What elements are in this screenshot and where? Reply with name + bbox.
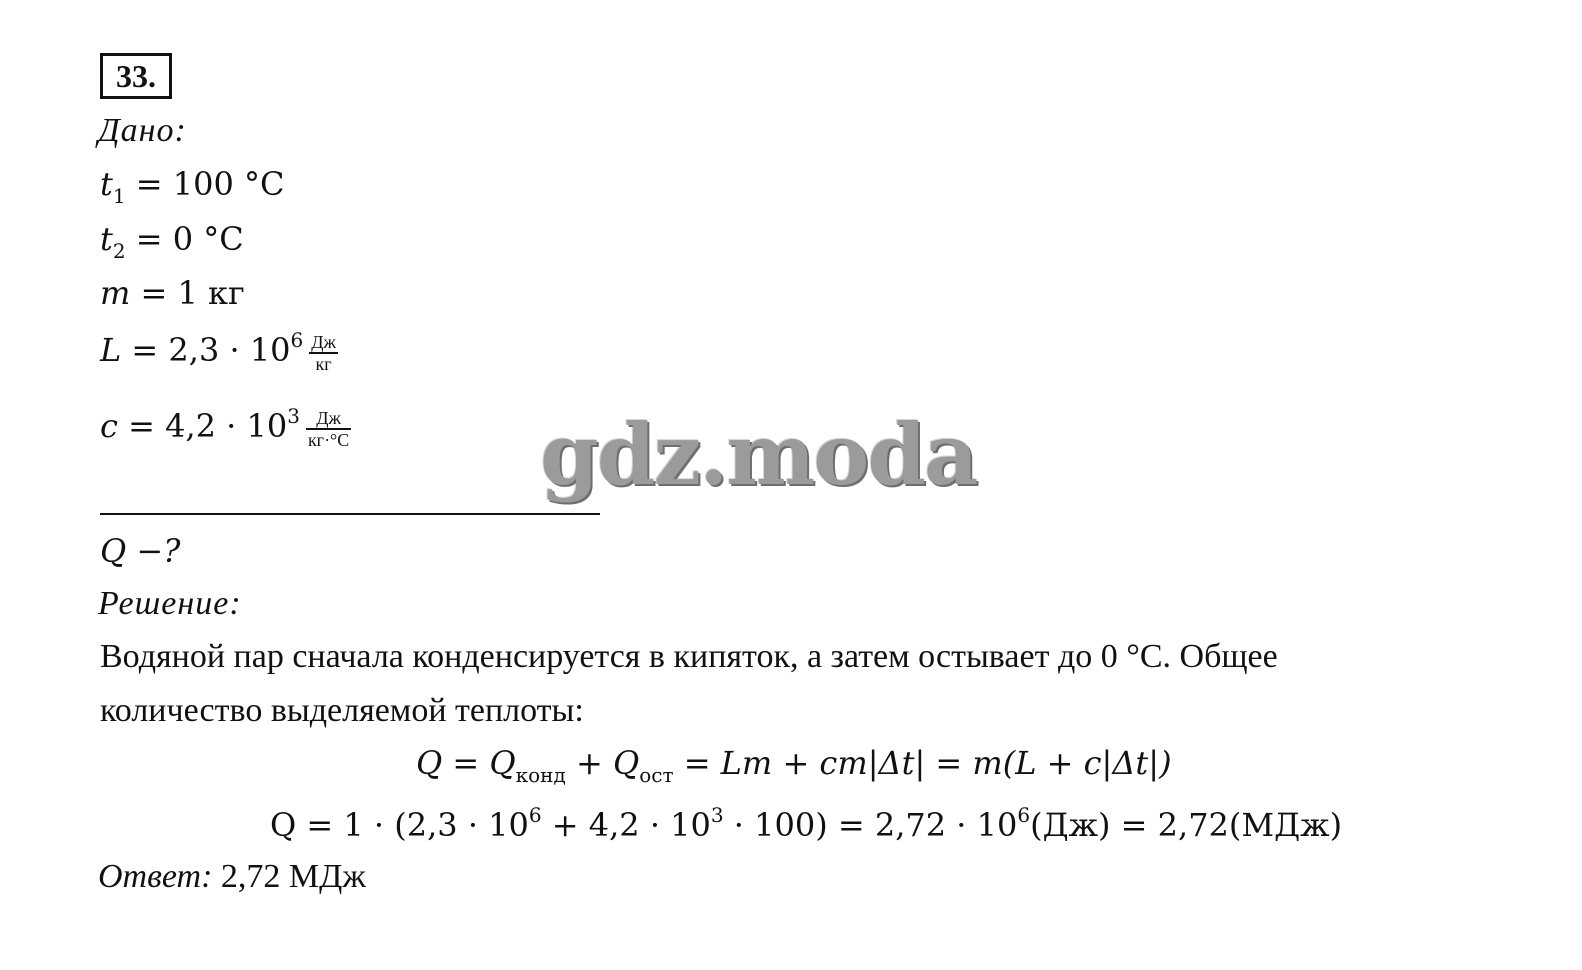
sup-L: 6 — [290, 328, 304, 352]
given-t1 — [100, 165, 284, 208]
eq2-sup2: 3 — [710, 803, 724, 827]
eq2-part4: (Дж) = 2,72(МДж) — [1030, 806, 1343, 844]
given-m — [100, 274, 245, 312]
given-t2 — [100, 220, 244, 263]
given-c — [100, 404, 351, 450]
unit-den-L: кг — [315, 353, 332, 374]
problem-number: 33. — [100, 53, 172, 99]
eq2-sup1: 6 — [528, 803, 542, 827]
var-c: c — [100, 407, 118, 445]
answer-value: 2,72 МДж — [212, 858, 366, 895]
eq1-part1: Q = Q — [416, 744, 516, 782]
find-text: Q −? — [100, 532, 181, 570]
var-m: m — [100, 274, 131, 312]
eq2-sup3: 6 — [1017, 803, 1031, 827]
solution-line-2: количество выделяемой теплоты: — [100, 692, 584, 729]
watermark-logo: gdz.moda — [540, 405, 977, 504]
value-t1: = 100 °C — [125, 165, 285, 203]
value-L: = 2,3 · 10 — [121, 331, 291, 369]
sub-t2: 2 — [112, 239, 126, 263]
given-divider — [100, 513, 600, 515]
value-m: = 1 кг — [130, 274, 245, 312]
eq1-sub-ost: ост — [639, 763, 674, 787]
unit-num-c: Дж — [306, 408, 351, 430]
solution-line-1: Водяной пар сначала конденсируется в кипяток, а затем остывает до 0 °С. Общее — [100, 638, 1278, 675]
given-label: Дано: — [98, 112, 187, 149]
answer-label: Ответ: — [98, 858, 213, 895]
unit-fraction-L — [309, 332, 338, 374]
eq1-sub-cond: конд — [515, 763, 566, 787]
unit-fraction-c — [306, 408, 351, 450]
equation-numeric — [270, 803, 1342, 844]
value-t2: = 0 °C — [125, 220, 244, 258]
sup-c: 3 — [287, 404, 300, 428]
var-t2: t — [100, 220, 113, 258]
sub-t1: 1 — [112, 184, 126, 208]
var-t1: t — [100, 165, 113, 203]
solution-label: Решение: — [98, 585, 242, 622]
eq2-part2: + 4,2 · 10 — [541, 806, 711, 844]
given-L — [100, 328, 338, 374]
find-quantity — [100, 532, 180, 570]
value-c: = 4,2 · 10 — [117, 407, 288, 445]
equation-general — [416, 744, 1172, 787]
unit-den-c: кг·°C — [307, 429, 350, 450]
unit-num-L: Дж — [311, 331, 336, 352]
eq1-part2: + Q — [565, 744, 640, 782]
answer — [98, 858, 366, 896]
eq2-part1: Q = 1 · (2,3 · 10 — [270, 806, 529, 844]
eq2-part3: · 100) = 2,72 · 10 — [723, 806, 1018, 844]
var-L: L — [100, 331, 122, 369]
eq1-part3: = Lm + cm|Δt| = m(L + c|Δt|) — [673, 744, 1172, 782]
